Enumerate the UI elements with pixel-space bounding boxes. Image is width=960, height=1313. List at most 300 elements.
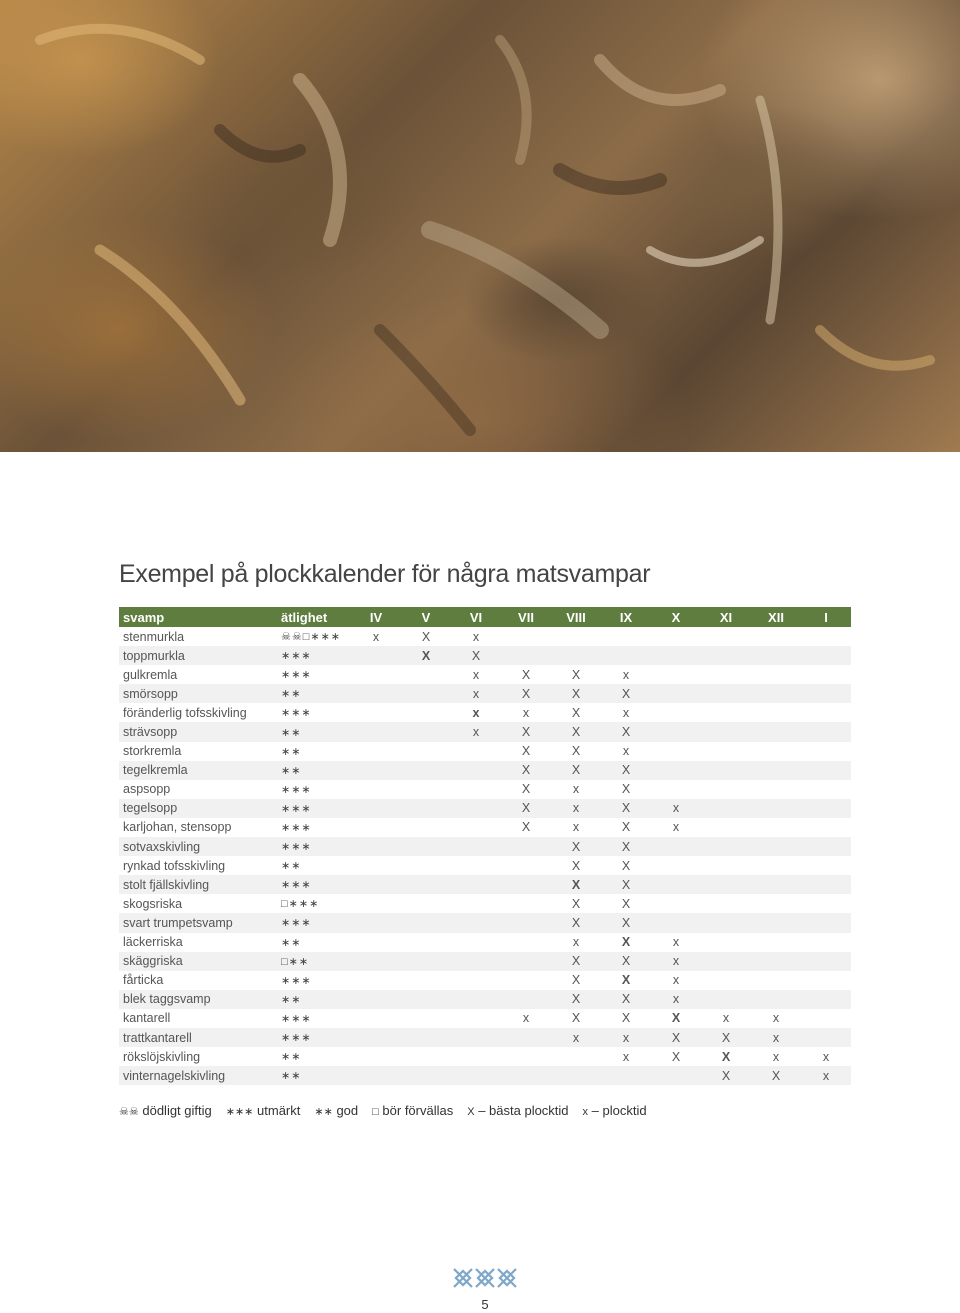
month-cell [751, 952, 801, 971]
month-cell [801, 1028, 851, 1047]
month-cell [751, 761, 801, 780]
edibility-rating: ∗∗ [281, 936, 302, 949]
edibility-rating: ∗∗∗ [281, 783, 312, 796]
table-row [119, 627, 851, 646]
month-cell: x [372, 629, 380, 644]
month-cell [351, 684, 401, 703]
edibility-rating: ∗∗ [279, 1066, 351, 1085]
mushroom-name: kantarell [123, 1011, 171, 1026]
month-cell [401, 761, 451, 780]
month-cell: X [571, 744, 581, 759]
month-cell [651, 627, 701, 646]
month-cell [701, 646, 751, 665]
column-header-month: X [651, 607, 701, 627]
month-cell: x [751, 1028, 801, 1047]
mushroom-name: stenmurkla [123, 629, 185, 644]
month-cell [601, 646, 651, 665]
table-row [119, 837, 851, 856]
legend [119, 1103, 661, 1118]
month-cell: X [601, 837, 651, 856]
month-cell: x [772, 1011, 780, 1026]
mushroom-name: strävsopp [119, 722, 279, 741]
month-cell [751, 742, 801, 761]
table-row [119, 1047, 851, 1066]
month-cell [451, 742, 501, 761]
table-row [119, 952, 851, 971]
month-cell [351, 1047, 401, 1066]
month-cell [401, 684, 451, 703]
month-cell: x [601, 1028, 651, 1047]
table-row [119, 646, 851, 665]
month-cell [751, 971, 801, 990]
month-cell [651, 722, 701, 741]
month-cell: x [672, 820, 680, 835]
month-cell [451, 952, 501, 971]
dried-mushrooms-photo [0, 0, 960, 452]
month-cell [801, 818, 851, 837]
edibility-rating: □∗∗ [279, 952, 351, 971]
month-cell [651, 761, 701, 780]
month-cell: x [772, 1049, 780, 1064]
month-cell [351, 799, 401, 818]
month-cell [501, 1028, 551, 1047]
month-cell [801, 952, 851, 971]
month-cell: X [621, 820, 631, 835]
month-cell [401, 894, 451, 913]
legend-item [467, 1103, 568, 1118]
month-cell: X [621, 782, 631, 797]
month-cell [801, 646, 851, 665]
month-cell [651, 742, 701, 761]
mushroom-name: karljohan, stensopp [123, 820, 232, 835]
month-cell [501, 837, 551, 856]
legend-symbol: X [467, 1106, 475, 1118]
mushroom-name: toppmurkla [119, 646, 279, 665]
month-cell: x [572, 935, 580, 950]
mushroom-name: skäggriska [119, 952, 279, 971]
month-cell [701, 933, 751, 952]
mushroom-name: läckerriska [123, 935, 183, 950]
month-cell: x [451, 722, 501, 741]
mushroom-name: aspsopp [123, 782, 171, 797]
edibility-rating: ∗∗∗ [281, 1012, 312, 1025]
month-cell [601, 627, 651, 646]
month-cell: X [571, 1011, 581, 1026]
month-cell: x [722, 1011, 730, 1026]
month-cell: x [572, 782, 580, 797]
month-cell [351, 856, 401, 875]
month-cell: X [601, 875, 651, 894]
edibility-rating: ∗∗∗ [281, 974, 312, 987]
month-cell: X [571, 705, 581, 720]
legend-symbol: x [582, 1106, 589, 1118]
month-cell [351, 818, 401, 837]
table-row [119, 742, 851, 761]
month-cell: X [551, 990, 601, 1009]
month-cell [701, 913, 751, 932]
table-body [119, 627, 851, 1085]
month-cell [451, 1028, 501, 1047]
month-cell [801, 837, 851, 856]
month-cell [701, 875, 751, 894]
table-header-row [119, 607, 851, 627]
month-cell [801, 933, 851, 952]
month-cell: x [522, 1011, 530, 1026]
month-cell: X [551, 761, 601, 780]
month-cell: X [551, 722, 601, 741]
month-cell: X [671, 1011, 681, 1026]
month-cell: X [701, 1066, 751, 1085]
month-cell [451, 761, 501, 780]
month-cell: x [551, 799, 601, 818]
legend-item [372, 1103, 453, 1118]
edibility-rating: ∗∗ [281, 1051, 302, 1064]
month-cell [801, 665, 851, 684]
month-cell [651, 1066, 701, 1085]
month-cell: X [551, 684, 601, 703]
month-cell [451, 818, 501, 837]
month-cell [501, 913, 551, 932]
edibility-rating: ∗∗∗ [281, 669, 312, 682]
month-cell: X [571, 973, 581, 988]
month-cell [751, 837, 801, 856]
table-row [119, 818, 851, 837]
mushroom-name: stolt fjällskivling [119, 875, 279, 894]
month-cell [351, 952, 401, 971]
mushroom-name: storkremla [123, 744, 182, 759]
month-cell [451, 1066, 501, 1085]
month-cell: X [601, 684, 651, 703]
month-cell [751, 933, 801, 952]
month-cell: x [572, 820, 580, 835]
month-cell: x [622, 705, 630, 720]
month-cell: X [621, 1011, 631, 1026]
month-cell: x [651, 990, 701, 1009]
table-row [119, 933, 851, 952]
month-cell: x [651, 952, 701, 971]
month-cell [701, 703, 751, 722]
month-cell [551, 1047, 601, 1066]
month-cell [701, 837, 751, 856]
month-cell: X [621, 896, 631, 911]
month-cell [401, 818, 451, 837]
legend-text: – bästa plocktid [478, 1103, 569, 1118]
table-row [119, 990, 851, 1009]
month-cell [651, 837, 701, 856]
month-cell [651, 913, 701, 932]
month-cell [801, 761, 851, 780]
month-cell: X [551, 875, 601, 894]
mushroom-name: trattkantarell [119, 1028, 279, 1047]
month-cell: X [671, 1049, 681, 1064]
month-cell [451, 1009, 501, 1028]
month-cell [351, 990, 401, 1009]
month-cell [701, 971, 751, 990]
month-cell: X [621, 973, 631, 988]
legend-text: dödligt giftig [142, 1103, 212, 1118]
month-cell: X [521, 744, 531, 759]
month-cell [401, 875, 451, 894]
edibility-rating: ∗∗ [279, 761, 351, 780]
table-row [119, 722, 851, 741]
month-cell [751, 780, 801, 799]
month-cell [751, 875, 801, 894]
month-cell [701, 780, 751, 799]
month-cell [351, 742, 401, 761]
mushroom-texture [0, 0, 960, 452]
column-header-month: XI [701, 607, 751, 627]
month-cell [401, 665, 451, 684]
edibility-rating: ∗∗∗ [279, 646, 351, 665]
logo-icon [452, 1267, 518, 1294]
mushroom-name: vinternagelskivling [119, 1066, 279, 1085]
mushroom-name: smörsopp [119, 684, 279, 703]
month-cell [451, 875, 501, 894]
month-cell [451, 913, 501, 932]
column-header-month: IX [601, 607, 651, 627]
edibility-rating: ∗∗ [279, 684, 351, 703]
month-cell [501, 933, 551, 952]
month-cell [751, 703, 801, 722]
month-cell [501, 1047, 551, 1066]
column-header-atlighet: ätlighet [279, 607, 351, 627]
month-cell: X [551, 952, 601, 971]
legend-item [314, 1103, 358, 1118]
month-cell [801, 742, 851, 761]
month-cell: x [672, 973, 680, 988]
month-cell [751, 684, 801, 703]
month-cell [801, 703, 851, 722]
month-cell: x [651, 799, 701, 818]
month-cell [401, 742, 451, 761]
month-cell [701, 799, 751, 818]
month-cell: X [501, 761, 551, 780]
month-cell [801, 684, 851, 703]
column-header-month: VI [451, 607, 501, 627]
month-cell: x [472, 705, 480, 720]
month-cell: x [672, 935, 680, 950]
month-cell [401, 1009, 451, 1028]
month-cell [501, 1066, 551, 1085]
month-cell: X [621, 858, 631, 873]
table-row [119, 665, 851, 684]
legend-symbol: ☠☠ [119, 1106, 139, 1118]
month-cell [451, 894, 501, 913]
month-cell [651, 684, 701, 703]
month-cell [501, 990, 551, 1009]
column-header-month: XII [751, 607, 801, 627]
mushroom-name: föränderlig tofsskivling [123, 705, 247, 720]
month-cell [751, 627, 801, 646]
month-cell: X [571, 858, 581, 873]
month-cell: x [622, 667, 630, 682]
month-cell: X [751, 1066, 801, 1085]
month-cell [351, 971, 401, 990]
edibility-rating: ∗∗∗ [279, 913, 351, 932]
mushroom-name: rynkad tofsskivling [123, 858, 226, 873]
month-cell [451, 780, 501, 799]
month-cell: X [501, 799, 551, 818]
month-cell: X [601, 913, 651, 932]
month-cell [651, 703, 701, 722]
mushroom-name: rökslöjskivling [123, 1049, 201, 1064]
month-cell [351, 894, 401, 913]
month-cell [551, 627, 601, 646]
legend-symbol: □ [372, 1106, 379, 1118]
month-cell [751, 913, 801, 932]
month-cell [501, 627, 551, 646]
table-row [119, 1066, 851, 1085]
month-cell: X [521, 782, 531, 797]
month-cell [651, 646, 701, 665]
mushroom-name: tegelsopp [119, 799, 279, 818]
month-cell [401, 1047, 451, 1066]
month-cell: X [501, 722, 551, 741]
table-row [119, 703, 851, 722]
month-cell: X [601, 761, 651, 780]
month-cell [451, 990, 501, 1009]
month-cell [351, 1009, 401, 1028]
table-row [119, 856, 851, 875]
month-cell [651, 894, 701, 913]
edibility-rating: ∗∗ [279, 990, 351, 1009]
month-cell [801, 971, 851, 990]
month-cell: X [551, 913, 601, 932]
month-cell [651, 856, 701, 875]
month-cell [351, 933, 401, 952]
column-header-svamp: svamp [119, 607, 279, 627]
month-cell [651, 780, 701, 799]
edibility-rating: ∗∗∗ [279, 875, 351, 894]
month-cell [701, 818, 751, 837]
month-cell [701, 742, 751, 761]
table-row [119, 684, 851, 703]
mushroom-name: blek taggsvamp [119, 990, 279, 1009]
legend-text: – plocktid [591, 1103, 647, 1118]
month-cell [801, 990, 851, 1009]
month-cell: X [651, 1028, 701, 1047]
month-cell [751, 722, 801, 741]
table-row [119, 761, 851, 780]
month-cell: X [401, 646, 451, 665]
mushroom-name: fårticka [123, 973, 164, 988]
month-cell [751, 646, 801, 665]
mushroom-name: skogsriska [123, 896, 183, 911]
month-cell: x [801, 1066, 851, 1085]
month-cell [351, 913, 401, 932]
month-cell [701, 761, 751, 780]
month-cell [801, 894, 851, 913]
month-cell [351, 875, 401, 894]
month-cell [451, 971, 501, 990]
month-cell: x [472, 629, 480, 644]
month-cell: X [571, 896, 581, 911]
month-cell: X [451, 646, 501, 665]
picking-calendar-table [119, 607, 851, 1085]
month-cell [751, 990, 801, 1009]
month-cell [351, 761, 401, 780]
month-cell: X [621, 935, 631, 950]
mushroom-name: gulkremla [123, 667, 178, 682]
month-cell: X [601, 990, 651, 1009]
month-cell: X [421, 629, 431, 644]
month-cell [451, 799, 501, 818]
page-number: 5 [481, 1297, 489, 1312]
month-cell [401, 799, 451, 818]
legend-symbol: ∗∗∗ [225, 1106, 254, 1118]
month-cell [401, 837, 451, 856]
month-cell [501, 894, 551, 913]
edibility-rating: ∗∗ [281, 745, 302, 758]
month-cell [701, 856, 751, 875]
table-row [119, 799, 851, 818]
edibility-rating: □∗∗∗ [281, 898, 320, 911]
month-cell: X [501, 684, 551, 703]
month-cell [801, 627, 851, 646]
month-cell [401, 990, 451, 1009]
legend-item [583, 1103, 647, 1118]
month-cell [351, 665, 401, 684]
month-cell: x [622, 1049, 630, 1064]
month-cell [451, 837, 501, 856]
table-row [119, 1009, 851, 1028]
month-cell [401, 971, 451, 990]
month-cell [401, 1066, 451, 1085]
month-cell [701, 627, 751, 646]
month-cell: X [701, 1028, 751, 1047]
mushroom-name: tegelkremla [119, 761, 279, 780]
table-row [119, 971, 851, 990]
table-row [119, 913, 851, 932]
month-cell [551, 1066, 601, 1085]
table-row [119, 1028, 851, 1047]
page-title: Exempel på plockkalender för några matsvampar [119, 560, 651, 588]
edibility-rating: ∗∗∗ [279, 799, 351, 818]
month-cell [501, 646, 551, 665]
month-cell: X [551, 837, 601, 856]
mushroom-name: sotvaxskivling [119, 837, 279, 856]
month-cell [351, 1028, 401, 1047]
legend-item [119, 1103, 212, 1118]
month-cell [451, 856, 501, 875]
month-cell [551, 646, 601, 665]
table-row [119, 780, 851, 799]
month-cell: x [522, 705, 530, 720]
month-cell [651, 875, 701, 894]
edibility-rating: ∗∗∗ [279, 837, 351, 856]
month-cell [651, 665, 701, 684]
month-cell: X [571, 667, 581, 682]
month-cell [401, 952, 451, 971]
legend-text: utmärkt [257, 1103, 301, 1118]
month-cell [801, 1009, 851, 1028]
month-cell [801, 913, 851, 932]
month-cell [751, 894, 801, 913]
month-cell [351, 703, 401, 722]
month-cell [401, 933, 451, 952]
column-header-month: VIII [551, 607, 601, 627]
month-cell: x [551, 1028, 601, 1047]
month-cell [801, 799, 851, 818]
month-cell [751, 665, 801, 684]
month-cell [401, 913, 451, 932]
edibility-rating: ☠☠□∗∗∗ [281, 631, 342, 644]
month-cell [351, 646, 401, 665]
month-cell: X [601, 952, 651, 971]
month-cell [701, 952, 751, 971]
column-header-month: I [801, 607, 851, 627]
legend-symbol: ∗∗ [314, 1106, 333, 1118]
